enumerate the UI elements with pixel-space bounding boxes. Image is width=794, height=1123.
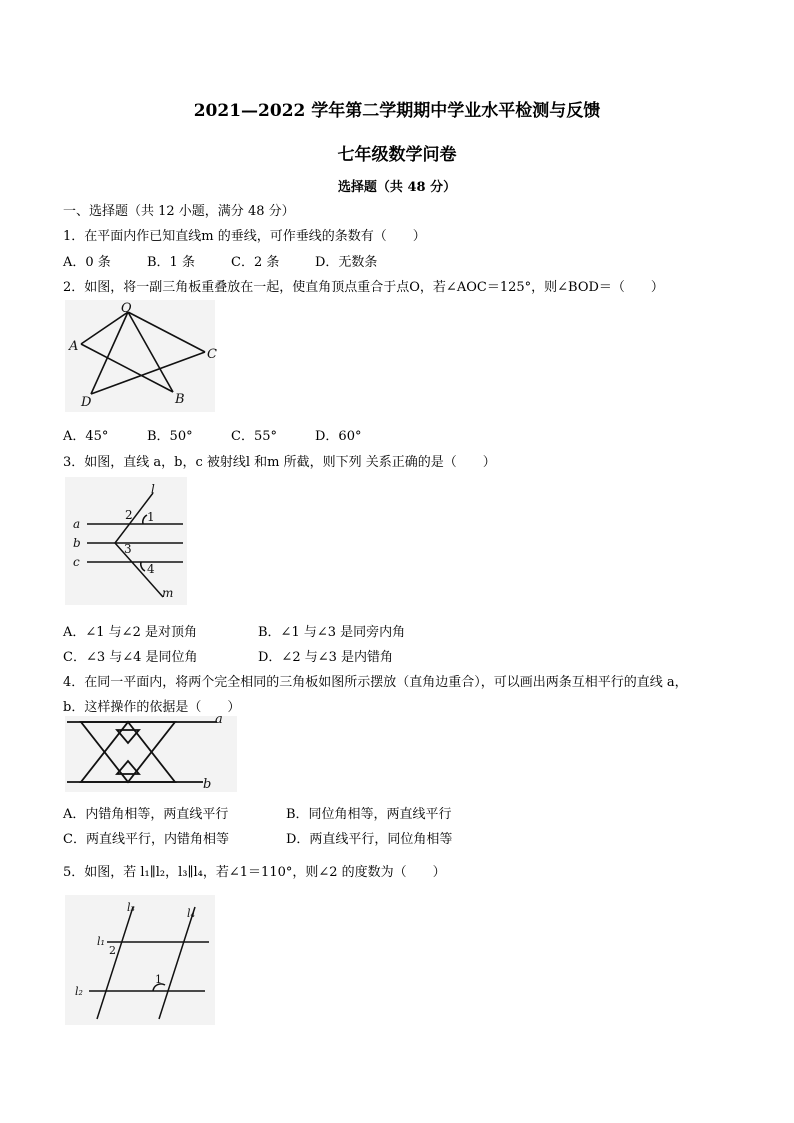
- q3-label-c: c: [73, 555, 80, 569]
- q3-label-m: m: [162, 586, 174, 600]
- q3-label-1: 1: [147, 510, 155, 524]
- q4-option-d: D．两直线平行，同位角相等: [286, 832, 453, 847]
- q3-label-3: 3: [124, 542, 132, 556]
- q4-option-b: B．同位角相等，两直线平行: [286, 807, 452, 822]
- q1-option-a: A．0 条: [63, 255, 111, 270]
- q2-option-d: D．60°: [315, 429, 362, 444]
- q5-label-l4: l₄: [187, 907, 195, 920]
- q5-stem: 5．如图，若 l₁∥l₂，l₃∥l₄，若∠1＝110°，则∠2 的度数为（ ）: [63, 865, 446, 880]
- q3-figure: [65, 477, 187, 605]
- q5-label-1: 1: [155, 973, 162, 986]
- q2-label-o: O: [121, 301, 132, 316]
- q4-figure: [65, 712, 237, 792]
- q1-option-c: C．2 条: [231, 255, 280, 270]
- q3-label-4: 4: [147, 562, 155, 576]
- q2-label-b: B: [175, 392, 185, 407]
- exam-title: 2021—2022 学年第二学期期中学业水平检测与反馈: [193, 101, 601, 121]
- q4-option-a: A．内错角相等，两直线平行: [63, 807, 229, 822]
- exam-subtitle: 七年级数学问卷: [337, 145, 457, 165]
- q1-option-d: D．无数条: [315, 255, 378, 270]
- q1-option-b: B．1 条: [147, 255, 195, 270]
- q2-stem: 2．如图，将一副三角板重叠放在一起，使直角顶点重合于点O，若∠AOC＝125°，则∠BOD＝（ ）: [63, 280, 664, 295]
- q3-stem: 3．如图，直线 a，b，c 被射线l 和m 所截，则下列 关系正确的是（ ）: [63, 455, 496, 470]
- q5-figure: [65, 895, 215, 1025]
- q4-option-c: C．两直线平行，内错角相等: [63, 832, 229, 847]
- q2-label-a: A: [69, 339, 79, 354]
- q2-option-b: B．50°: [147, 429, 193, 444]
- q2-label-c: C: [207, 347, 217, 362]
- q5-label-l3: l₃: [127, 901, 135, 914]
- q3-label-2: 2: [125, 508, 133, 522]
- q2-figure: [65, 300, 215, 412]
- q5-label-2: 2: [109, 944, 116, 957]
- q2-option-a: A．45°: [63, 429, 109, 444]
- q3-option-c: C．∠3 与∠4 是同位角: [63, 650, 198, 665]
- q3-label-l: l: [151, 482, 155, 496]
- q2-option-c: C．55°: [231, 429, 277, 444]
- q5-label-l2: l₂: [75, 985, 83, 998]
- q3-option-a: A．∠1 与∠2 是对顶角: [63, 625, 197, 640]
- q3-label-a: a: [73, 517, 81, 531]
- q5-label-l1: l₁: [97, 935, 105, 948]
- q4-stem-line2: b．这样操作的依据是（ ）: [63, 700, 241, 715]
- q3-label-b: b: [73, 536, 81, 550]
- section-title: 选择题（共 48 分）: [337, 180, 457, 195]
- q4-stem-line1: 4．在同一平面内，将两个完全相同的三角板如图所示摆放（直角边重合），可以画出两条互相平行的直线 a，: [63, 675, 688, 690]
- q1-stem: 1．在平面内作已知直线m 的垂线，可作垂线的条数有（ ）: [63, 229, 426, 244]
- q2-label-d: D: [81, 395, 92, 410]
- q4-label-a: a: [215, 712, 223, 727]
- q3-option-d: D．∠2 与∠3 是内错角: [258, 650, 394, 665]
- q4-label-b: b: [203, 777, 212, 792]
- section-heading: 一、选择题（共 12 小题，满分 48 分）: [63, 204, 295, 219]
- q3-option-b: B．∠1 与∠3 是同旁内角: [258, 625, 406, 640]
